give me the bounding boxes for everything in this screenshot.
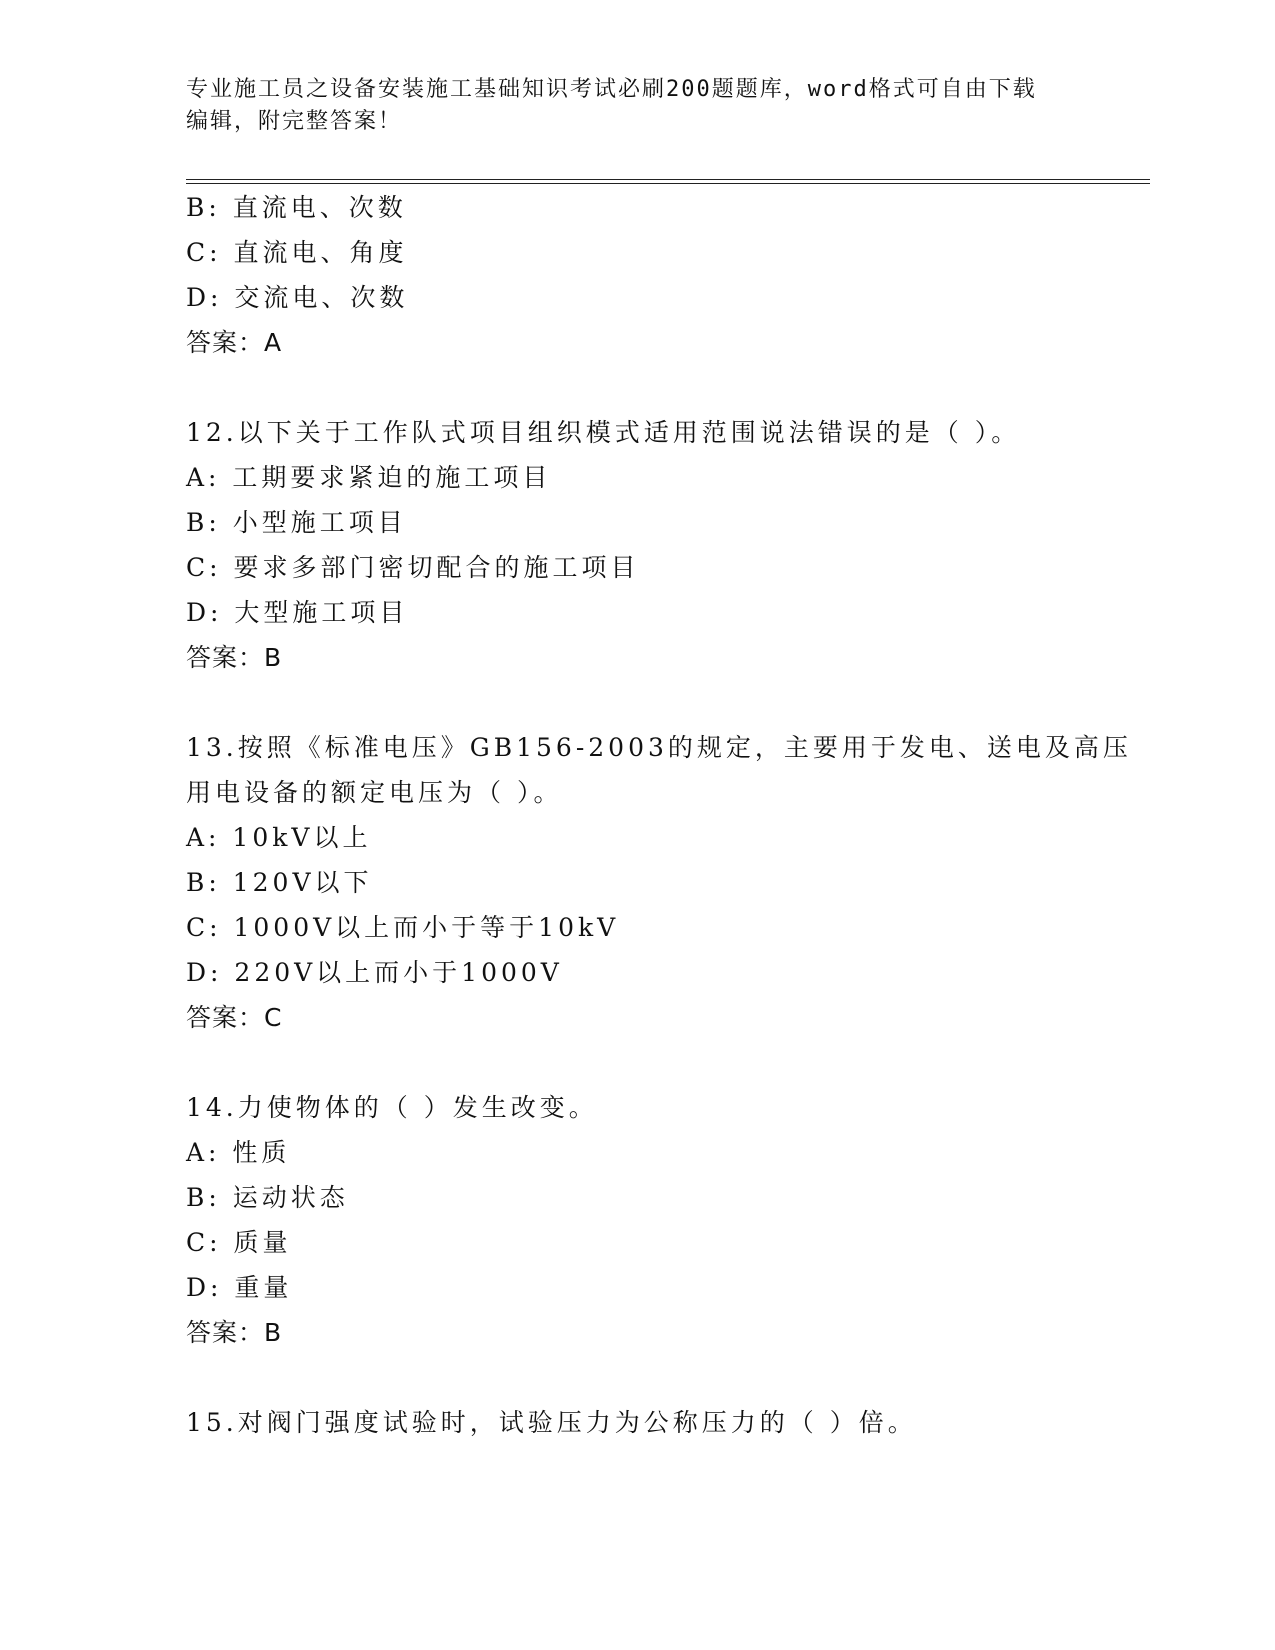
option-line: C: 质量 xyxy=(186,1228,292,1257)
header-title-line-1: 专业施工员之设备安装施工基础知识考试必刷200题题库，word格式可自由下载 xyxy=(186,77,1037,102)
answer-line: 答案：B xyxy=(186,643,283,672)
answer-line: 答案：B xyxy=(186,1318,283,1347)
header-divider-top xyxy=(186,179,1150,180)
option-line: C: 直流电、角度 xyxy=(186,238,408,267)
header-divider-bottom xyxy=(186,183,1150,184)
option-line: A: 性质 xyxy=(186,1138,291,1167)
question-line: 12.以下关于工作队式项目组织模式适用范围说法错误的是（ ）。 xyxy=(186,418,1021,447)
question-line: 15.对阀门强度试验时，试验压力为公称压力的（ ）倍。 xyxy=(186,1408,917,1437)
option-line: A: 10kV以上 xyxy=(186,823,372,852)
header-title-line-2: 编辑，附完整答案！ xyxy=(186,109,403,134)
question-line: 14.力使物体的（ ）发生改变。 xyxy=(186,1093,598,1122)
option-line: A: 工期要求紧迫的施工项目 xyxy=(186,463,552,492)
option-line: D: 大型施工项目 xyxy=(186,598,409,627)
option-line: B: 小型施工项目 xyxy=(186,508,407,537)
option-line: C: 要求多部门密切配合的施工项目 xyxy=(186,553,640,582)
option-line: B: 120V以下 xyxy=(186,868,373,897)
question-line: 用电设备的额定电压为（ ）。 xyxy=(186,778,563,807)
option-line: D: 重量 xyxy=(186,1273,293,1302)
answer-line: 答案：C xyxy=(186,1003,283,1032)
question-line: 13.按照《标准电压》GB156-2003的规定，主要用于发电、送电及高压 xyxy=(186,733,1132,762)
document-header xyxy=(186,74,1066,138)
option-line: B: 直流电、次数 xyxy=(186,193,407,222)
option-line: D: 交流电、次数 xyxy=(186,283,409,312)
option-line: B: 运动状态 xyxy=(186,1183,349,1212)
option-line: C: 1000V以上而小于等于10kV xyxy=(186,913,620,942)
option-line: D: 220V以上而小于1000V xyxy=(186,958,563,987)
answer-line: 答案：A xyxy=(186,328,283,357)
